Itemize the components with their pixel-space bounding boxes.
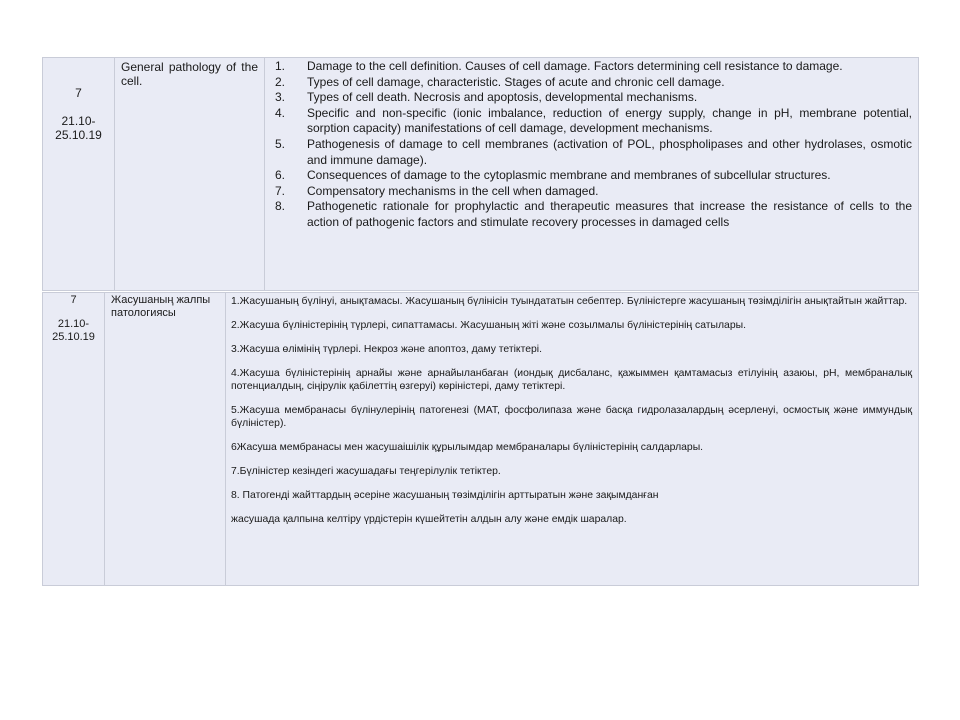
list-item	[271, 90, 912, 106]
list-item: 6Жасуша мембранасы мен жасушаішілік құрылымдар мембраналары бүліністерінің салдарлары.	[231, 442, 704, 453]
list-item	[271, 168, 912, 184]
item-number: 6.	[275, 168, 286, 183]
schedule-table-english	[42, 57, 919, 291]
item-number: 5.	[275, 136, 286, 151]
list-item: 2.Жасуша бүліністерінің түрлері, сипаттамасы. Жасушаның жіті және созылмалы бүліністерінің сатылары.	[231, 320, 746, 331]
item-number: 8.	[275, 199, 286, 214]
topic-questions	[226, 293, 918, 585]
lesson-number-cell	[43, 293, 105, 585]
item-number: 3.	[275, 90, 286, 105]
list-item: 5.Жасуша мембранасы бүлінулерінің патогенезі (МАТ, фосфолипаза және басқа гидролазалардың әсерленуі, осмостық және иммундық бүліністер).	[231, 405, 912, 429]
list-item	[271, 75, 912, 91]
item-number: 2.	[275, 74, 286, 89]
item-number: 7.	[275, 183, 286, 198]
lesson-date-range	[43, 114, 114, 142]
topic-questions	[265, 58, 918, 290]
item-text: Types of cell death. Necrosis and apoptosis, developmental mechanisms.	[307, 90, 698, 105]
question-list	[271, 59, 912, 231]
item-text: Compensatory mechanisms in the cell when damaged.	[307, 183, 599, 198]
item-number: 4.	[275, 105, 286, 120]
lesson-number: 7	[75, 86, 82, 100]
lesson-number: 7	[70, 294, 77, 306]
list-item: 3.Жасуша өлімінің түрлері. Некроз және апоптоз, даму тетіктері.	[231, 344, 542, 355]
item-text: Pathogenetic rationale for prophylactic and therapeutic measures that increase the resistance of cells to the action of pathogenic factors and stimulate recovery processes in damaged cells	[307, 199, 912, 229]
topic-title: Жасушаның жалпы патологиясы	[105, 293, 226, 585]
topic-title: General pathology of the cell.	[115, 58, 265, 290]
schedule-table-kazakh	[42, 292, 919, 586]
list-item: 4.Жасуша бүліністерінің арнайы және арнайыланбаған (иондық дисбаланс, қажыммен қамтамасыз етілуінің азаюы, рН, мембраналық потенциалдың, сіңірулік қабілеттің өзгеруі) көріністері, даму тетіктері.	[231, 368, 912, 392]
item-text: Consequences of damage to the cytoplasmic membrane and membranes of subcellular structures.	[307, 168, 831, 183]
item-text: Specific and non-specific (ionic imbalance, reduction of energy supply, change in pH, membrane potential, sorption capacity) manifestations of cell damage, development mechanisms.	[307, 105, 912, 136]
list-item	[271, 59, 912, 75]
lesson-date: 21.10- 25.10.19	[52, 318, 95, 343]
item-text: Pathogenesis of damage to cell membranes (activation of POL, phospholipases and other hydrolases, osmotic and immune damage).	[307, 136, 912, 167]
item-text: Types of cell damage, characteristic. Stages of acute and chronic cell damage.	[307, 74, 725, 89]
item-number: 1.	[275, 59, 286, 73]
list-item	[271, 137, 912, 168]
list-item	[271, 184, 912, 200]
list-item: 7.Бүліністер кезіндегі жасушадағы теңгерілулік тетіктер.	[231, 466, 501, 477]
list-item: жасушада қалпына келтіру үрдістерін күшейтетін алдын алу және емдік шаралар.	[231, 514, 627, 525]
list-item: 8. Патогенді жайттардың әсеріне жасушаның төзімділігін арттыратын және зақымданған	[231, 490, 659, 501]
lesson-number-cell	[43, 58, 115, 290]
list-item: 1.Жасушаның бүлінуі, анықтамасы. Жасушаның бүлінісін туындататын себептер. Бүліністерге жасушаның төзімділігін анықтайтын жайттар.	[231, 296, 908, 307]
lesson-date: 21.10- 25.10.19	[55, 114, 102, 142]
list-item	[271, 199, 912, 230]
list-item	[271, 106, 912, 137]
item-text: Damage to the cell definition. Causes of cell damage. Factors determining cell resistance to damage.	[307, 59, 843, 73]
